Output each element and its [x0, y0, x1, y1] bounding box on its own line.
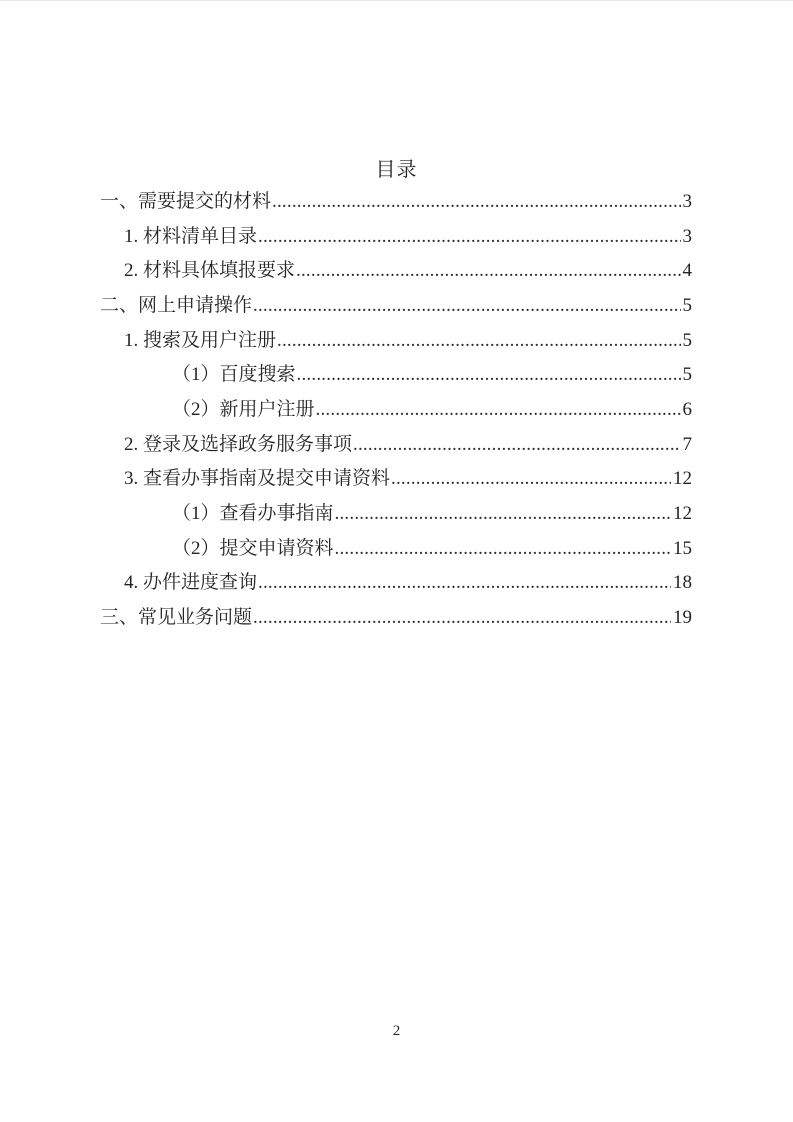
toc-leader-dots [296, 254, 680, 289]
toc-leader-dots [253, 601, 671, 636]
toc-entry-page: 3 [682, 225, 692, 247]
toc-leader-dots [272, 185, 680, 220]
toc-entry-page: 5 [682, 329, 692, 351]
toc-leader-dots [316, 393, 681, 428]
toc-leader-dots [253, 289, 680, 324]
toc-entry-page: 15 [673, 537, 692, 559]
toc-entry-label: （2）提交申请资料 [172, 537, 334, 559]
toc-entry-label: （2）新用户注册 [172, 398, 315, 420]
page-title: 目录 [375, 159, 418, 181]
page-number: 2 [392, 1023, 401, 1039]
toc-leader-dots [353, 428, 680, 463]
toc-entry-page: 19 [673, 606, 692, 628]
toc-entry [100, 220, 692, 255]
toc-entry-label: 一、需要提交的材料 [100, 191, 272, 212]
toc-entry-label: 1. 搜索及用户注册 [124, 329, 277, 351]
toc-leader-dots [277, 324, 680, 359]
toc-entry [100, 462, 692, 497]
toc-entry-page: 5 [682, 294, 692, 316]
toc-leader-dots [335, 497, 671, 532]
toc-entry-label: （1）查看办事指南 [172, 502, 334, 524]
toc-leader-dots [335, 532, 671, 567]
toc-entry-label: 三、常见业务问题 [100, 606, 253, 628]
toc-entry-page: 5 [682, 364, 692, 386]
toc-entry-page: 12 [673, 468, 692, 490]
toc-entry [100, 185, 692, 220]
toc-entry [100, 601, 692, 636]
toc-entry-label: 2. 登录及选择政务服务事项 [124, 433, 353, 455]
toc-entry [100, 289, 692, 324]
toc-leader-dots [258, 220, 680, 255]
toc-entry [100, 393, 692, 428]
toc-entry [100, 532, 692, 567]
toc-entry [100, 497, 692, 532]
toc-entry [100, 254, 692, 289]
toc-entry-page: 18 [673, 572, 692, 594]
toc-entry [100, 566, 692, 601]
toc-entry-label: 2. 材料具体填报要求 [124, 260, 296, 282]
toc-entry-page: 3 [682, 191, 692, 212]
toc-entry-label: 4. 办件进度查询 [124, 572, 258, 594]
toc-entry-label: （1）百度搜索 [172, 364, 296, 386]
toc-entry-label: 1. 材料清单目录 [124, 225, 258, 247]
toc-entry [100, 358, 692, 393]
toc-entry [100, 428, 692, 463]
table-of-contents [100, 185, 692, 636]
toc-entry-label: 3. 查看办事指南及提交申请资料 [124, 468, 391, 490]
toc-entry-page: 6 [682, 398, 692, 420]
toc-entry-page: 12 [673, 502, 692, 524]
toc-entry [100, 324, 692, 359]
toc-leader-dots [391, 462, 671, 497]
toc-entry-page: 7 [682, 433, 692, 455]
toc-leader-dots [258, 566, 671, 601]
toc-leader-dots [297, 358, 681, 393]
toc-entry-label: 二、网上申请操作 [100, 294, 253, 316]
toc-entry-page: 4 [682, 260, 692, 282]
